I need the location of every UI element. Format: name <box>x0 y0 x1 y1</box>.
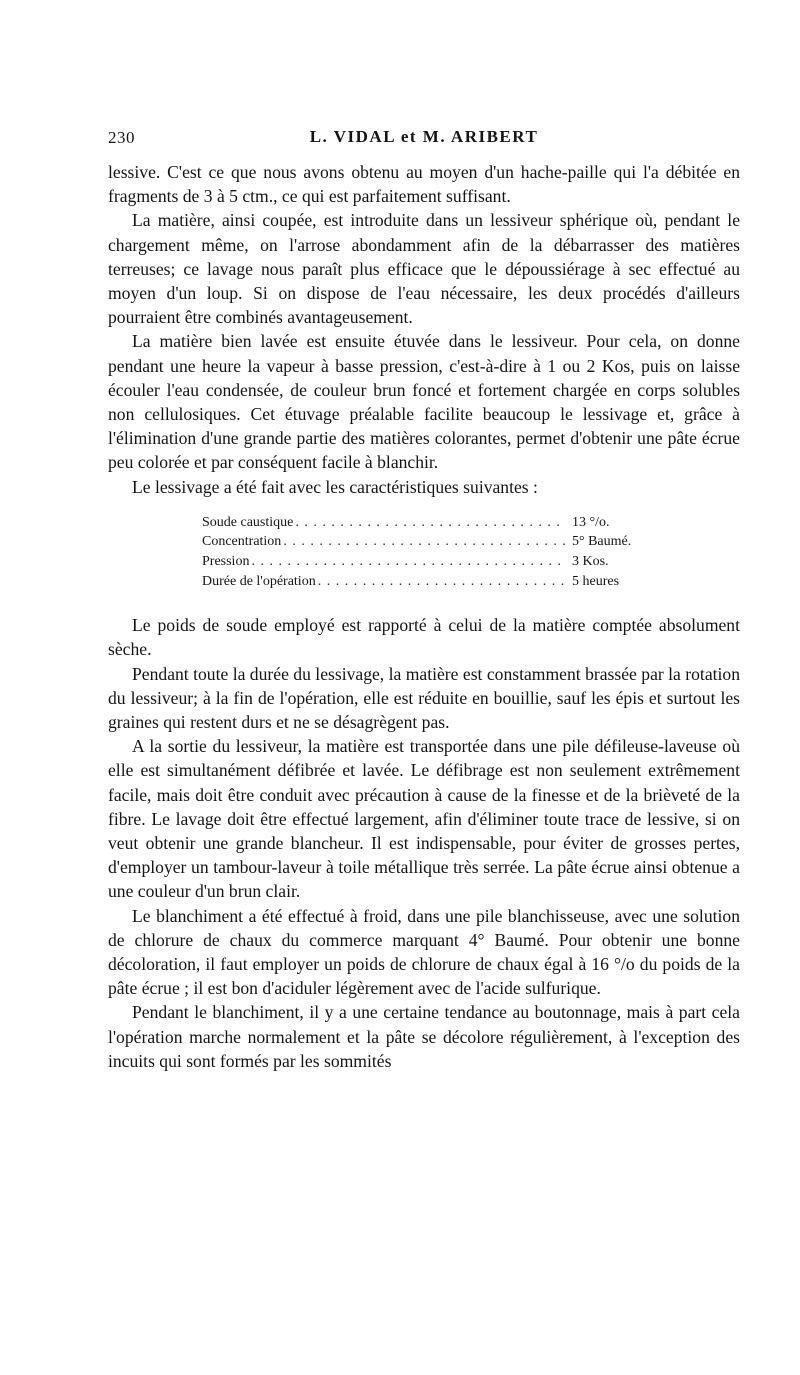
page-header <box>108 126 740 152</box>
body-text-continued <box>108 613 740 1073</box>
paragraph: Le blanchiment a été effectué à froid, dans une pile blanchisseuse, avec une solution de chlorure de chaux du commerce marquant 4° Baumé. Pour obtenir une bonne décoloration, il faut employer un poids de chlorure de chaux égal à 16 °/o du poids de la pâte écrue ; il est bon d'aciduler légèrement avec de l'acide sulfurique. <box>108 905 740 999</box>
running-title: L. VIDAL et M. ARIBERT <box>309 127 539 146</box>
dot-leader <box>318 572 566 592</box>
table-row <box>202 513 664 533</box>
table-row <box>202 552 664 572</box>
body-text <box>108 160 740 499</box>
row-label: Durée de l'opération <box>202 573 316 589</box>
paragraph: La matière, ainsi coupée, est introduite dans un lessiveur sphérique où, pendant le chargement même, on l'arrose abondamment afin de la débarrasser des matières terreuses; ce lavage nous paraît plus efficace que le dépoussiérage à sec effectué au moyen d'un loup. Si on dispose de l'eau nécessaire, les deux procédés d'ailleurs pourraient être combinés avantageusement. <box>108 210 740 328</box>
row-label: Concentration <box>202 534 282 550</box>
paragraph: Le lessivage a été fait avec les caractéristiques suivantes : <box>132 476 538 497</box>
dot-leader <box>295 513 566 533</box>
book-page <box>108 126 740 1073</box>
row-value: 5 heures <box>572 573 620 589</box>
paragraph: Pendant toute la durée du lessivage, la matière est constamment brassée par la rotation du lessiveur; à la fin de l'opération, elle est réduite en bouillie, sauf les épis et surtout les graines qui restent durs et ne se désagrègent pas. <box>108 663 740 733</box>
table-row <box>202 572 664 592</box>
paragraph: lessive. C'est ce que nous avons obtenu au moyen d'un hache-paille qui l'a débitée en fragments de 3 à 5 ctm., ce qui est parfaitement suffisant. <box>108 162 740 207</box>
row-value: 13 °/o. <box>572 514 610 530</box>
dot-leader <box>251 552 566 572</box>
lessivage-parameters-table <box>202 513 664 591</box>
table-row <box>202 532 664 552</box>
paragraph: La matière bien lavée est ensuite étuvée dans le lessiveur. Pour cela, on donne pendant une heure la vapeur à basse pression, c'est-à-dire à 1 ou 2 Kos, puis on laisse écouler l'eau condensée, de couleur brun foncé et fortement chargée en corps solubles non cellulosiques. Cet étuvage préalable facilite beaucoup le lessivage et, grâce à l'élimination d'une grande partie des matières colorantes, permet d'obtenir une pâte écrue peu colorée et par conséquent facile à blanchir. <box>108 331 740 473</box>
row-value: 3 Kos. <box>572 554 609 570</box>
row-value: 5° Baumé. <box>572 534 632 550</box>
paragraph: Le poids de soude employé est rapporté à celui de la matière comptée absolument sèche. <box>108 615 740 660</box>
paragraph: A la sortie du lessiveur, la matière est transportée dans une pile défileuse-laveuse où elle est simultanément défibrée et lavée. Le défibrage est non seulement extrêmement facile, mais doit être conduit avec précaution à cause de la finesse et de la brièveté de la fibre. Le lavage doit être effectué largement, afin d'éliminer toute trace de lessive, si on veut obtenir une grande blancheur. Il est indispensable, pour éviter de grosses pertes, d'employer un tambour-laveur à toile métallique très serrée. La pâte écrue ainsi obtenue a une couleur d'un brun clair. <box>108 736 740 902</box>
page-number: 230 <box>108 128 135 147</box>
dot-leader <box>283 532 566 552</box>
row-label: Pression <box>202 554 250 570</box>
row-label: Soude caustique <box>202 514 294 530</box>
paragraph: Pendant le blanchiment, il y a une certaine tendance au boutonnage, mais à part cela l'opération marche normalement et la pâte se décolore régulièrement, à l'exception des incuits qui sont formés par les sommités <box>108 1002 740 1071</box>
